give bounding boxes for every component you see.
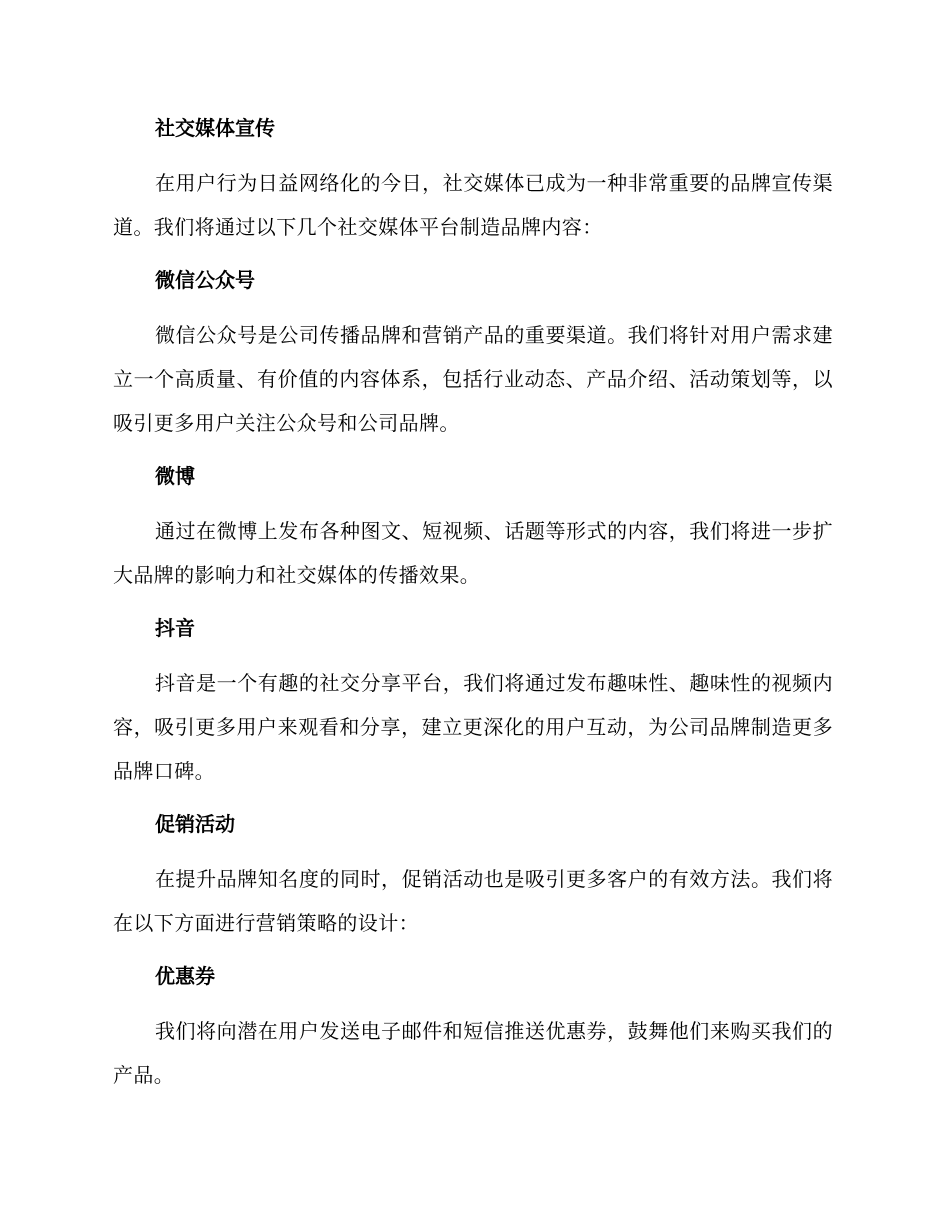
section-body-douyin: 抖音是一个有趣的社交分享平台，我们将通过发布趣味性、趣味性的视频内容，吸引更多用户来观看和分享，建立更深化的用户互动，为公司品牌制造更多品牌口碑。 [113,671,833,783]
section-heading-coupon: 优惠券 [155,964,215,988]
section-body-weibo: 通过在微博上发布各种图文、短视频、话题等形式的内容，我们将进一步扩大品牌的影响力和社交媒体的传播效果。 [113,519,833,587]
section-body-social-media: 在用户行为日益网络化的今日，社交媒体已成为一种非常重要的品牌宣传渠道。我们将通过以下几个社交媒体平台制造品牌内容： [113,171,833,239]
section-heading-douyin: 抖音 [155,616,195,640]
section-body-coupon: 我们将向潜在用户发送电子邮件和短信推送优惠券，鼓舞他们来购买我们的产品。 [113,1019,833,1087]
section-heading-social-media: 社交媒体宣传 [155,116,275,140]
section-body-wechat: 微信公众号是公司传播品牌和营销产品的重要渠道。我们将针对用户需求建立一个高质量、有价值的内容体系，包括行业动态、产品介绍、活动策划等，以吸引更多用户关注公众号和公司品牌。 [113,323,833,435]
section-heading-weibo: 微博 [155,464,195,488]
document-page [113,107,833,1107]
section-heading-promotion: 促销活动 [155,812,235,836]
section-heading-wechat: 微信公众号 [155,268,255,292]
section-body-promotion: 在提升品牌知名度的同时，促销活动也是吸引更多客户的有效方法。我们将在以下方面进行营销策略的设计： [113,867,833,935]
